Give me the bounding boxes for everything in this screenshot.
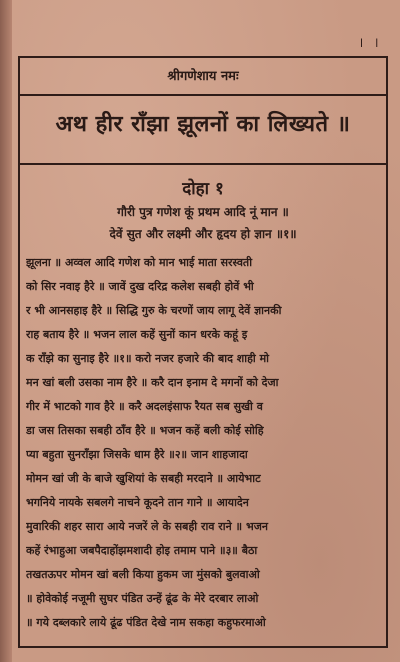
corner-mark: ၊ ၊ bbox=[360, 28, 379, 52]
header-rule bbox=[20, 94, 386, 96]
doha-verse-line: देवें सुत और लक्ष्मी और हृदय हो ज्ञान ॥१॥ bbox=[109, 227, 297, 241]
page-title bbox=[20, 108, 386, 138]
doha-heading: दोहा १ bbox=[182, 179, 224, 199]
title-rule bbox=[20, 163, 386, 165]
doha-verse-line: गौरी पुत्र गणेश कूं प्रथम आदि नूं मान ॥ bbox=[117, 205, 289, 219]
text-line: र भी आनसहाइ हैरे ॥ सिद्धि गुरु के चरणों जाय लागू देवें ज्ञानकी bbox=[26, 304, 282, 317]
title-text: अथ हीर राँझा झूलनों का लिख्यते bbox=[55, 112, 329, 137]
text-line: ॥ होवेकोई नजूमी सुघर पंडित उन्हें ढूंढ के मेरे दरबार लाओ bbox=[26, 592, 259, 605]
page-border-frame bbox=[18, 56, 388, 648]
text-line: क राँझे का सुनाइ हैरे ॥१॥ करो नजर हजारे की बाद शाही मो bbox=[26, 352, 270, 365]
text-line: गीर में भाटको गाव हैरे ॥ करै अदलइंसाफ रैयत सब सुखी व bbox=[26, 400, 263, 413]
text-line: मन खां बली उसका नाम हैरे ॥ करै दान इनाम दे मगनों को देजा bbox=[26, 376, 279, 389]
jhoolna-text-block bbox=[26, 251, 380, 635]
text-line: डा जस तिसका सबही ठाँव हैरे ॥ भजन कहें बली कोई सोहि bbox=[26, 424, 264, 437]
text-line: प्या बहुता सुनराँझा जिसके धाम हैरे ॥२॥ जान शाहजादा bbox=[26, 448, 248, 461]
text-line: तखतऊपर मोमन खां बली किया हुकम जा मुंसको बुलवाओ bbox=[26, 568, 260, 581]
text-line: को सिर नवाइ हैरे ॥ जावें दुख दरिद्र कलेश सबही होवें भी bbox=[26, 280, 254, 293]
title-ornament: ॥ bbox=[336, 112, 351, 137]
invocation-line: श्रीगणेशाय नमः bbox=[167, 69, 239, 84]
text-line: भगनिये नायके सबलगे नाचने कूदने तान गाने ॥ आयादेन bbox=[26, 496, 249, 509]
text-line: मोमन खां जी के बाजे खुशियां के सबही मरदाने ॥ आयेभाट bbox=[26, 472, 261, 485]
text-line: राह बताय हैरे ॥ भजन लाल कहें सुनों कान धरके कहूं इ bbox=[26, 328, 248, 341]
text-line: ॥ गये दब्लकारे लाये ढूंढ पंडित देखे नाम सकहा कहुफरमाओ bbox=[26, 616, 266, 629]
text-line: मुवारिकी शहर सारा आये नजरें ले के सबही राव राने ॥ भजन bbox=[26, 520, 268, 533]
text-line: कहें रंभाहुआ जबपैदाहोंझमशादी होइ तमाम पाने ॥३॥ बैठा bbox=[26, 544, 258, 557]
book-spine-shadow bbox=[0, 0, 12, 662]
text-line: झूलना ॥ अव्वल आदि गणेश को मान भाई माता सरस्वती bbox=[26, 256, 253, 269]
